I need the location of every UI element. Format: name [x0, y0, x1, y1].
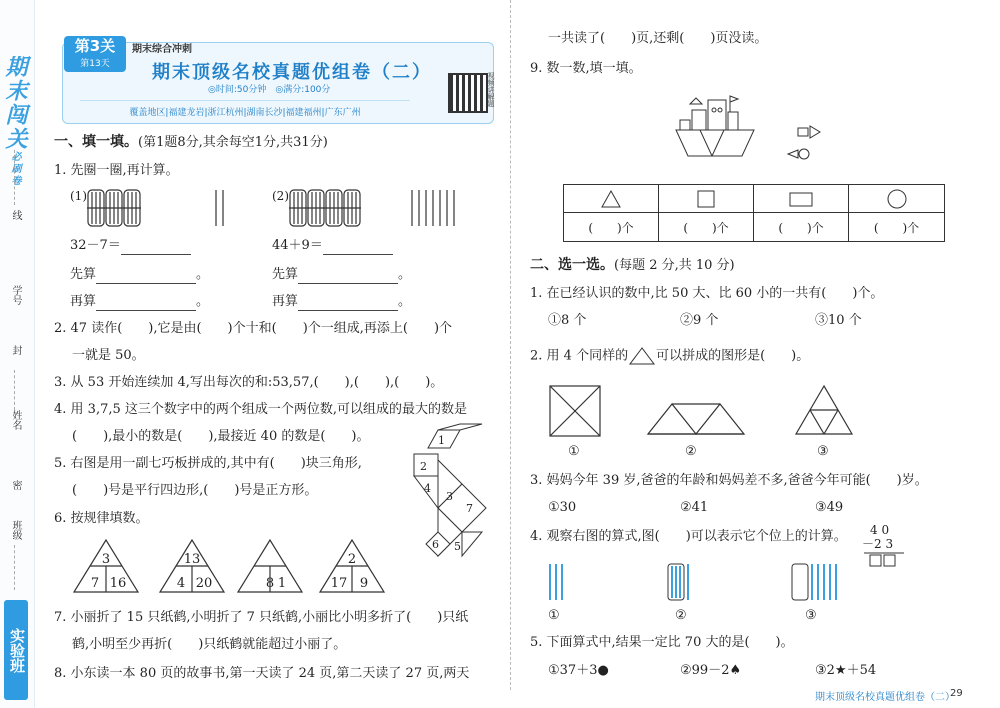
choice-4-option-a[interactable]: ①: [548, 608, 560, 623]
triangle-number: 13: [183, 552, 201, 567]
seal-dash: [14, 545, 15, 590]
seal-label-seal: 封: [10, 345, 21, 355]
q1a-tag: (1): [70, 189, 87, 203]
triangle-number: 7: [90, 576, 100, 591]
page-title: 期末顶级名校真题优组卷（二）: [152, 62, 432, 83]
choice-3-option-c[interactable]: ③49: [815, 500, 844, 515]
header-subtitle: 期末综合冲刺: [132, 44, 192, 55]
question-8: 8. 小东读一本 80 页的故事书,第一天读了 24 页,第二天读了 27 页,两天: [54, 666, 470, 681]
footer-title: 期末顶级名校真题优组卷（二）: [815, 692, 955, 703]
seal-label-line: 线: [10, 210, 21, 220]
shape-ship-picture: [670, 90, 850, 170]
question-6: 6. 按规律填数。: [54, 511, 149, 526]
question-2: 2. 47 读作( ),它是由( )个十和( )个一组成,再添上( )个: [54, 321, 453, 336]
question-1: 1. 先圈一圈,再计算。: [54, 163, 179, 178]
triangle-number: 9: [359, 576, 369, 591]
triangle-number: 17: [330, 576, 348, 591]
seal-dash: [14, 370, 15, 410]
triangle-number: 2: [347, 552, 357, 567]
question-3: 3. 从 53 开始连续加 4,写出每次的和:53,57,( ),( ),( )。: [54, 375, 444, 390]
question-9: 9. 数一数,填一填。: [530, 61, 642, 76]
choice-5: 5. 下面算式中,结果一定比 70 大的是( )。: [530, 635, 794, 650]
triangle-number: 3: [101, 552, 111, 567]
vertical-subtraction-sub: －2 3: [862, 537, 894, 551]
question-4-cont: ( ),最小的数是( ),最接近 40 的数是( )。: [72, 429, 370, 444]
page-divider: [510, 0, 511, 690]
triangle-number: 8: [265, 576, 275, 591]
triangle-number: 16: [109, 576, 127, 591]
q1b-then-step: 再算 。: [272, 294, 412, 309]
sticks-bundle-2: [288, 188, 468, 228]
q1b-equation: 44＋9＝: [272, 237, 393, 255]
page-number: 29: [950, 688, 963, 699]
choice-1-option-a[interactable]: ①8 个: [548, 313, 587, 328]
q1b-tag: (2): [272, 189, 289, 203]
q1a-then-step: 再算 。: [70, 294, 210, 309]
choice-3: 3. 妈妈今年 39 岁,爸爸的年龄和妈妈差不多,爸爸今年可能( )岁。: [530, 473, 928, 488]
triangle-number: 20: [195, 576, 213, 591]
choice-2-option-a[interactable]: ①: [568, 444, 580, 459]
triangle-number: 4: [176, 576, 186, 591]
tangram-num: 6: [432, 538, 439, 551]
choice-4-option-b[interactable]: ②: [675, 608, 687, 623]
square-shape-icon: [659, 185, 754, 213]
choice-4: 4. 观察右图的算式,图( )可以表示它个位上的计算。: [530, 529, 847, 544]
choice-5-option-a[interactable]: ①37＋3●: [548, 663, 609, 678]
name-label: 姓名: [10, 410, 21, 430]
question-2-cont: 一就是 50。: [72, 348, 145, 363]
question-5: 5. 右图是用一副七巧板拼成的,其中有( )块三角形,: [54, 456, 362, 471]
qr-label: 视频讲解题: [487, 72, 495, 107]
section-2-heading: 二、选一选。(每题 2 分,共 10 分): [530, 257, 735, 273]
choice-3-option-b[interactable]: ②41: [680, 500, 709, 515]
choice-1-option-b[interactable]: ②9 个: [680, 313, 719, 328]
question-7: 7. 小丽折了 15 只纸鹤,小明折了 7 只纸鹤,小丽比小明多折了( )只纸: [54, 610, 469, 625]
section-heading: 一、填一填。(第1题8分,其余每空1分,共31分): [54, 134, 328, 150]
q1a-first-step: 先算 。: [70, 267, 210, 282]
q1a-equation: 32－7＝: [70, 237, 191, 255]
triangle-count-cell[interactable]: ( )个: [564, 213, 659, 241]
vertical-subtraction-top: 4 0: [870, 523, 890, 537]
shape-count-table: [563, 184, 945, 242]
square-count-cell[interactable]: ( )个: [659, 213, 754, 241]
series-logo: 实验班: [4, 600, 28, 700]
time-score-info: ◎时间:50分钟 ◎满分:100分: [208, 85, 331, 95]
pattern-triangles: [70, 536, 410, 596]
tangram-num: 1: [438, 434, 445, 447]
tangram-num: 3: [446, 490, 453, 503]
sticks-bundle-1: [86, 188, 266, 228]
choice-2-option-b[interactable]: ②: [685, 444, 697, 459]
tangram-num: 4: [424, 482, 431, 495]
question-7-cont: 鹤,小明至少再折( )只纸鹤就能超过小丽了。: [72, 637, 347, 652]
choice-2-figures: [548, 384, 928, 440]
choice-5-option-b[interactable]: ②99－2♠: [680, 663, 742, 678]
class-label: 班级: [10, 520, 21, 540]
level-badge: 第3关 第13天: [64, 36, 126, 72]
choice-1: 1. 在已经认识的数中,比 50 大、比 60 小的一共有( )个。: [530, 286, 884, 301]
rectangle-shape-icon: [754, 185, 849, 213]
circle-count-cell[interactable]: ( )个: [873, 220, 920, 235]
tangram-num: 5: [454, 540, 461, 553]
question-4: 4. 用 3,7,5 这三个数字中的两个组成一个两位数,可以组成的最大的数是: [54, 402, 468, 417]
circle-shape-icon: [849, 185, 944, 213]
choice-1-option-c[interactable]: ③10 个: [815, 313, 862, 328]
choice-2: 2. 用 4 个同样的 可以拼成的图形是( )。: [530, 346, 809, 366]
question-8-cont: 一共读了( )页,还剩( )页没读。: [548, 31, 768, 46]
triangle-icon: [628, 346, 656, 366]
choice-3-option-a[interactable]: ①30: [548, 500, 577, 515]
regions-line: 覆盖地区|福建龙岩|浙江杭州|湖南长沙|福建福州|广东广州: [80, 100, 410, 118]
triangle-shape-icon: [564, 185, 659, 213]
rectangle-count-cell[interactable]: ( )个: [754, 213, 849, 241]
answer-boxes: [864, 552, 904, 568]
tangram-num: 2: [420, 460, 427, 473]
binding-sidebar: [0, 0, 35, 708]
q1b-first-step: 先算 。: [272, 267, 412, 282]
choice-4-option-c[interactable]: ③: [805, 608, 817, 623]
sidebar-brand: 期末闯关必刷卷: [2, 55, 27, 187]
choice-4-sticks: [548, 562, 848, 602]
tangram-figure: [410, 420, 490, 570]
triangle-number: 1: [277, 576, 287, 591]
seal-label-secret: 密: [10, 480, 21, 490]
qr-code-icon[interactable]: [448, 73, 488, 113]
question-5-cont: ( )号是平行四边形,( )号是正方形。: [72, 483, 318, 498]
choice-5-option-c[interactable]: ③2★＋54: [815, 663, 877, 678]
student-id-label: 学号: [10, 285, 21, 305]
seal-dash: [14, 150, 15, 205]
tangram-num: 7: [466, 502, 473, 515]
choice-2-option-c[interactable]: ③: [817, 444, 829, 459]
